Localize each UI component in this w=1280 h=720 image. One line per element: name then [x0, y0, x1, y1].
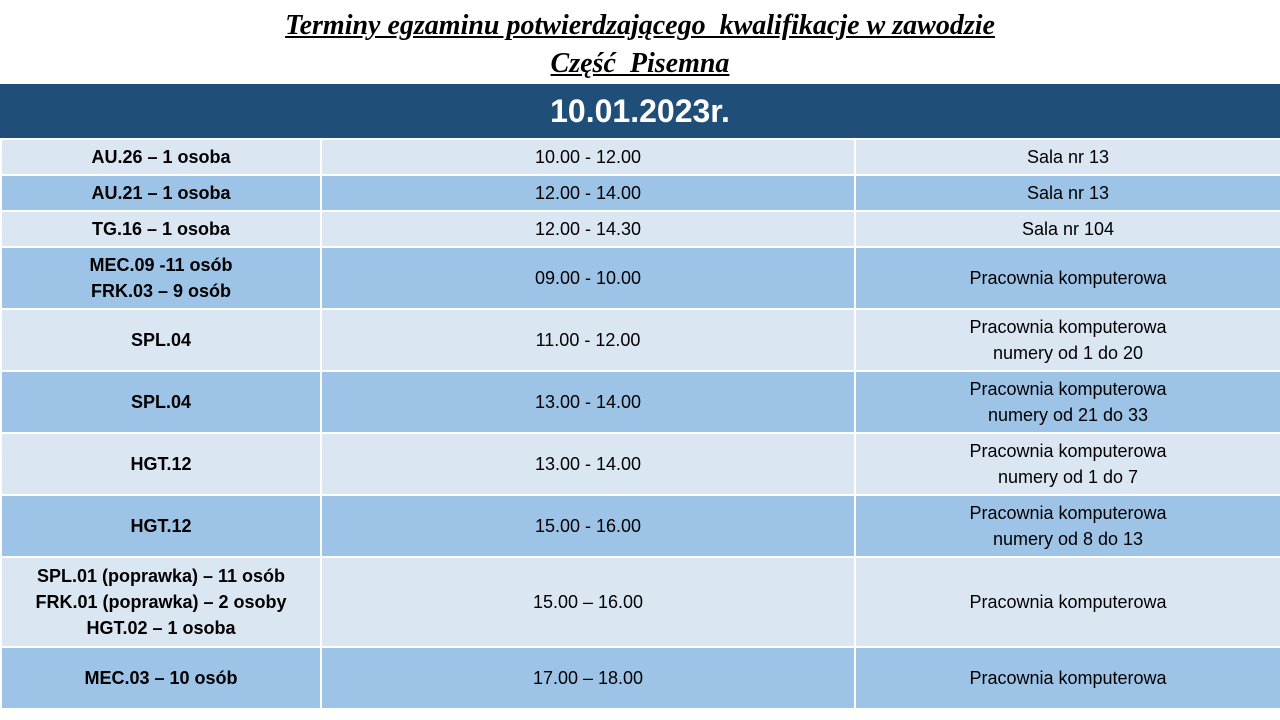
qualification-cell — [1, 139, 321, 175]
qualification-line: MEC.09 -11 osób — [89, 255, 233, 275]
table-row — [1, 247, 1280, 309]
qualification-cell — [1, 247, 321, 309]
room-cell — [855, 371, 1280, 433]
time-cell: 17.00 – 18.00 — [321, 647, 855, 709]
qualification-line: SPL.01 (poprawka) – 11 osób — [36, 566, 286, 586]
qualification-cell — [1, 211, 321, 247]
room-line: Sala nr 13 — [1026, 147, 1110, 167]
room-line: numery od 1 do 7 — [997, 467, 1139, 487]
page-subtitle: Część Pisemna — [550, 48, 730, 79]
table-row — [1, 371, 1280, 433]
room-line: Sala nr 13 — [1026, 183, 1110, 203]
room-line: numery od 1 do 20 — [992, 343, 1144, 363]
qualification-line: SPL.04 — [130, 330, 192, 350]
qualification-line: FRK.03 – 9 osób — [90, 281, 232, 301]
room-line: numery od 8 do 13 — [992, 529, 1144, 549]
qualification-cell — [1, 309, 321, 371]
qualification-cell — [1, 433, 321, 495]
time-cell: 09.00 - 10.00 — [321, 247, 855, 309]
table-row — [1, 175, 1280, 211]
room-line: Pracownia komputerowa — [969, 503, 1167, 523]
table-row — [1, 647, 1280, 709]
qualification-line: AU.21 – 1 osoba — [91, 183, 231, 203]
time-cell: 13.00 - 14.00 — [321, 371, 855, 433]
qualification-line: HGT.12 — [130, 516, 192, 536]
room-line: Pracownia komputerowa — [969, 592, 1167, 612]
room-cell — [855, 557, 1280, 647]
time-cell: 12.00 - 14.00 — [321, 175, 855, 211]
qualification-line: HGT.02 – 1 osoba — [86, 618, 236, 638]
room-line: Pracownia komputerowa — [969, 379, 1167, 399]
qualification-cell — [1, 371, 321, 433]
room-line: Pracownia komputerowa — [969, 668, 1167, 688]
qualification-line: HGT.12 — [130, 454, 192, 474]
room-cell — [855, 433, 1280, 495]
qualification-line: FRK.01 (poprawka) – 2 osoby — [35, 592, 287, 612]
qualification-line: MEC.03 – 10 osób — [84, 668, 238, 688]
exam-date-header — [0, 84, 1280, 138]
table-row — [1, 211, 1280, 247]
qualification-cell — [1, 557, 321, 647]
page-title: Terminy egzaminu potwierdzającego kwalifikacje w zawodzie — [285, 10, 995, 41]
room-cell — [855, 495, 1280, 557]
qualification-cell — [1, 175, 321, 211]
table-row — [1, 139, 1280, 175]
qualification-line: SPL.04 — [130, 392, 192, 412]
time-cell: 15.00 - 16.00 — [321, 495, 855, 557]
room-line: Pracownia komputerowa — [969, 317, 1167, 337]
room-line: Pracownia komputerowa — [969, 268, 1167, 288]
room-cell — [855, 175, 1280, 211]
qualification-line: AU.26 – 1 osoba — [91, 147, 231, 167]
room-cell — [855, 211, 1280, 247]
room-cell — [855, 247, 1280, 309]
room-cell — [855, 139, 1280, 175]
room-cell — [855, 647, 1280, 709]
time-cell: 11.00 - 12.00 — [321, 309, 855, 371]
room-line: Sala nr 104 — [1021, 219, 1115, 239]
room-cell — [855, 309, 1280, 371]
exam-schedule-table — [0, 138, 1280, 710]
exam-date: 10.01.2023r. — [550, 92, 730, 129]
room-line: numery od 21 do 33 — [987, 405, 1149, 425]
time-cell: 12.00 - 14.30 — [321, 211, 855, 247]
time-cell: 13.00 - 14.00 — [321, 433, 855, 495]
table-row — [1, 309, 1280, 371]
room-line: Pracownia komputerowa — [969, 441, 1167, 461]
time-cell: 15.00 – 16.00 — [321, 557, 855, 647]
table-row — [1, 495, 1280, 557]
qualification-cell — [1, 647, 321, 709]
table-row — [1, 433, 1280, 495]
qualification-cell — [1, 495, 321, 557]
table-row — [1, 557, 1280, 647]
time-cell: 10.00 - 12.00 — [321, 139, 855, 175]
qualification-line: TG.16 – 1 osoba — [91, 219, 231, 239]
